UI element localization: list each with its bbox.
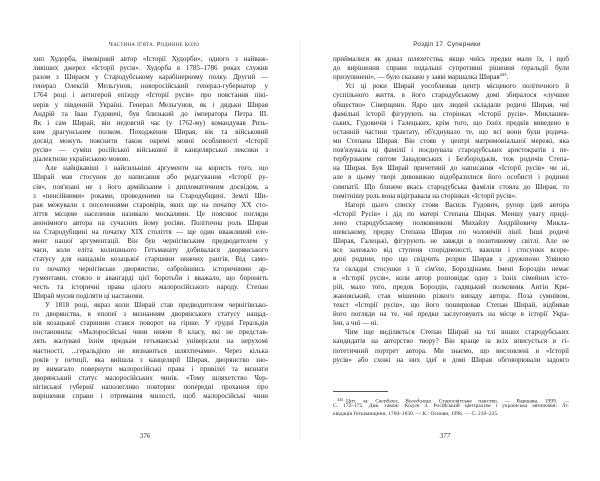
line-text: років у петиції, яка вийшла з канцелярії Ширая, дворянство зно- [33,355,268,364]
text-line [33,392,268,401]
line-text: гументами, стояло в авангарді цієї боротьби і вважало, що боронить [33,273,268,282]
text-line [33,101,268,110]
page-number-left: 376 [139,432,151,440]
footnote-text: квідація Гетьманщини, 1760–1830. — К.: Основи, 1996. — С. 218–225. [333,410,499,417]
line-text: Нагорі цього списку стояв Василь Гудович, рупор ідей автора [345,200,569,209]
line-text: маєтності, ...геральдією не визнаються шляхтичами». Через кілька [33,346,268,355]
footnote-line [333,396,569,403]
text-line [33,319,268,328]
line-text: ків козацької старшини стався поворот на гірше. У грудні Геральдія [33,319,268,328]
right-page [300,0,600,481]
footnote-author: Сверблюз, Володимир. [375,398,433,404]
line-text: ливіших джерел «Історії русів». Худорба в 1785–1786 роках служив [33,64,268,73]
line-text: рій, мало того, предок Бороздін, гадяцький полковник Антін Кри- [333,282,569,291]
line-text: сів», пов'язані не з його армійським і дипломатичним досвідом, а [33,182,268,191]
line-text: суспільного життя, в його стародубському домі збиралося «лучшее [333,91,569,100]
text-line [333,219,569,228]
text-line [33,155,268,164]
line-text: «Історії Русів» і дід по матері Степана Ширая. Меншу увагу приді- [333,209,569,218]
text-line [33,119,268,128]
line-text: все залежало від ступеня спорідненості, важили і стосунки всере- [333,246,569,255]
line-text: Але найцікавіші і найсильніші аргументи на користь того, що [45,164,268,173]
text-line [333,110,569,119]
text-line [33,192,268,201]
line-text: разом з Шираєм у Стародубському карабінерному полку. Другий — [33,73,268,82]
line-text: Усі ці роки Ширай уособлював центр місцевого політичного й [345,82,569,91]
line-text: до вирішення справи подальші супротивні рішення геральдії були [333,64,569,73]
line-text: останній частині трактату, об'єднувало те, що всі вони були родича- [333,127,569,136]
line-text: потетичний портрет автора. Ми знаємо, що висловлені в «Історії [333,346,569,355]
text-line [333,228,569,237]
line-text: Як і сам Ширай, він недовгий час (у 1762-му) командував Ризь- [33,118,268,127]
text-line [333,91,569,100]
text-line [333,347,569,356]
line-text: пов'язувала ці фамілії і поєднувала стародубських аристократів з пе- [333,146,569,155]
text-line [333,183,569,192]
line-text: постановила: «Малоросійські чини нижче 8 класу, які не представ- [33,328,268,337]
text-line [333,101,569,110]
running-head-right: Розділ 17. Суперники [413,41,481,48]
text-line [333,246,569,255]
footnote-text: С. 172–175. Див. також: [333,403,405,410]
text-line [33,228,268,237]
line-text: шевському, предку Степана Ширая по чоловічій лінії. Інші родичі [333,228,569,237]
line-text: ми Степана Ширая. Він стояв у центрі матримоніальної мережі, яка [333,136,569,145]
text-line [333,301,569,310]
text-line [333,337,569,346]
line-text: общество» Сіверщини. Ядро цих людей складали родичі Ширая, чиї [333,100,569,109]
text-line [33,255,268,264]
text-line [33,210,268,219]
line-text: статусу для нащадків козацької старшини нижчих рангів. Від само- [33,255,268,264]
footnote-text: Старосвітське панство. — Варшава, 1999. — [432,398,569,404]
text-line [333,237,569,246]
running-head-left: Частина п'ята. Родинне коло [108,41,200,48]
text-line [33,219,268,228]
footnote-text: Цит. за: [346,398,376,404]
text-line [333,192,569,201]
text-line: призупинені», — було сказано у заяві маршалка Ширая$^{443}$. [333,73,509,82]
text-line [333,155,569,164]
line-text: мент нашої аргументації. Він був чернігівським предводителем у [33,237,268,246]
line-text: анонімного автора на сучасних йому росіян. Політична роль Ширая [33,218,268,227]
text-line [33,137,268,146]
line-text: генерал Олексій Мельгунов, новоросійський генерал-губернатор у [33,82,268,91]
line-text: Ширай мав стосунок до написання або редагування «Історії ру- [33,173,268,182]
footnote-text: Російський централізм і українська автономія: Лі- [428,403,569,410]
line-text: в «Історії русів», коли автор розповідає одну з їхніх сімейних істо- [333,273,569,282]
line-text: на Ширая. Був Ширай причетний до написання «Історії русів» чи ні, [333,164,569,173]
footnote-author: Когут З. [404,403,429,410]
left-page-body [33,55,268,401]
text-line [33,128,268,137]
text-line [33,164,268,173]
text-line [333,173,569,182]
line-text: го дворянства, в епопеї з визнанням дворянського статусу нащад- [33,310,268,319]
line-text: Андрій та Іван Гудовичі, був близький до імператора Петра III. [33,109,268,118]
text-line [333,64,569,73]
line-text: го початку чернігівське дворянство, озброївшись історичними ар- [33,264,268,273]
text-line [333,319,569,328]
line-text: вирішення справи і отримання милості, щоб малоросійські чини [33,392,268,401]
text-line [333,164,569,173]
text-line [33,292,268,301]
line-text: призупинені», — було сказано у заяві маршалка Ширая [333,73,500,82]
line-text: лено стародубському полковникові Михайлу Андрійовичу Микла- [333,218,569,227]
text-line [333,119,569,128]
text-line [33,328,268,337]
text-line [33,374,268,383]
text-line [333,356,569,365]
line-text: тербурзьким світом Завадовських і Безбородьків, теж родичів Степа- [333,155,569,164]
text-line [33,201,268,210]
line-text: його погляди на те, чиї предки заслуговують на місце в історії Укра- [333,310,569,319]
line-text: дворянський статус малоросійських чинів. «Тому шляхетство Чер- [33,373,268,382]
line-text: 1764 році і антигерой епізоду «Історії русів» про повстання пікі- [33,91,268,100]
text-line [33,246,268,255]
line-text: нігівської губернії наполегливо повторює попередні прохання про [33,382,268,391]
line-text: приймалися як доказ шляхетства, якщо чиїсь предки мали їх, і щоб [333,55,569,63]
text-line [33,82,268,91]
line-text: Ширая, Галецькі, фігурують не завжди в позитивному світлі. Але не [333,237,569,246]
footnote-block [333,396,569,418]
line-text: досвід можуть пояснити також окремі мовні особливості «Історії [33,136,268,145]
line-text: рая межували з поселеннями старовірів, яких ще на початку XX сто- [33,200,268,209]
text-line [333,82,569,91]
line-text: хип Худорба, ймовірний автор «Історії Худорби», одного з найваж- [33,55,268,63]
line-text: ву вимагало повернути малоросійські права і привілеї та визнати [33,364,268,373]
text-line [33,347,268,356]
line-text: діалектною українською мовою. [33,155,131,164]
text-line [33,365,268,374]
text-line [33,356,268,365]
text-line [33,173,268,182]
text-line [333,292,569,301]
text-line [33,383,268,392]
line-text: та складні стосунки з її сім'єю, Бороздінами. Імені Бороздін немає [333,264,569,273]
line-text: Ширай мусив поділяти ці настанови. [33,291,145,300]
text-line [333,128,569,137]
footnote-divider [333,391,388,392]
text-line [333,255,569,264]
text-line [33,183,268,192]
text-line [33,301,268,310]
text-line [33,73,268,82]
text-line [33,237,268,246]
footnote-reference[interactable]: 443 [499,73,507,78]
text-line [33,337,268,346]
line-text: нерів у південній Україні. Генерал Мельгунов, як і дядьки Ширая [33,100,268,109]
text-line [33,265,268,274]
text-line [333,137,569,146]
line-text: лять жалувані їхнім предкам гетьманські універсали на нерухомі [33,337,268,346]
footnote-line [333,403,569,410]
text-line [33,64,268,73]
line-text: з «пенсійними» роками, проведеними на Стародубщині. Землі Ши- [33,191,268,200]
text-line [333,274,569,283]
line-text: дині родини, про що свідчить розрив Ширая з дружиною Уляною [333,255,569,264]
text-line [333,283,569,292]
text-line [333,201,569,210]
text-line [333,328,569,337]
text-line [33,310,268,319]
text-line [33,274,268,283]
line-text: русів» або схожі на них ідеї в домі Ширая обговорювали задовго [333,355,569,364]
text-line [33,146,268,155]
line-text: жановський, став мішенню різкого випаду автора. Поза сумнівом, [333,291,569,300]
line-text: русів» — суміш російської військової й канцелярської лексики з [33,146,268,155]
line-text: ських, Гудовичів і Галецьких, крім того, що їхніх предків виведено в [333,118,569,127]
line-text: їни, а чиї — ні. [333,319,379,328]
text-line [333,265,569,274]
line-text: але в цьому творі дивовижно відобразилися його особисті і родинні [333,173,569,182]
line-text: У 1818 році, якраз коли Ширай став предводителем чернігівсько- [45,300,268,309]
line-text: фамільні історії фігурують на сторінках «Історії русів». Миклашев- [333,109,569,118]
line-text: текст «Історії русів», що його поширював Степан Ширай, відбивав [333,300,569,309]
text-line [33,283,268,292]
line-text: честь та історичні права цілого малоросійського народу. Степан [33,282,268,291]
line-text: на Стародубщині на початку XIX століття — ще один вважливий еле- [33,228,268,237]
line-text: ким драгунським полком. Походження Ширая, вік та військовий [33,127,268,136]
line-text: кандидатів на авторство твору? Він краще за всіх вписується в гі- [333,337,569,346]
line-text: часи, коли еліта колишнього Гетьманату добивалася дворянського [33,246,268,255]
line-text: Чим іще виділяється Степан Ширай на тлі інших стародубських [345,328,569,337]
text-line [33,91,268,100]
footnote-line [333,411,569,418]
text-line [333,55,569,64]
text-line [333,146,569,155]
line-text: ліття місцеве населення називало москалями. Це пояснює погляди [33,209,268,218]
text-line [333,310,569,319]
text-line [33,110,268,119]
page-number-right: 377 [439,432,451,440]
text-line [333,210,569,219]
line-text: помітнішу роль вона відігравала на сторінках «Історії русів». [333,191,517,200]
footnote-number: 443 [337,397,343,402]
right-page-body [333,55,569,365]
line-text: симпатії. Що ближче якась стародубська фамілія стояла до Ширая, то [333,182,569,191]
text-line [33,55,268,64]
